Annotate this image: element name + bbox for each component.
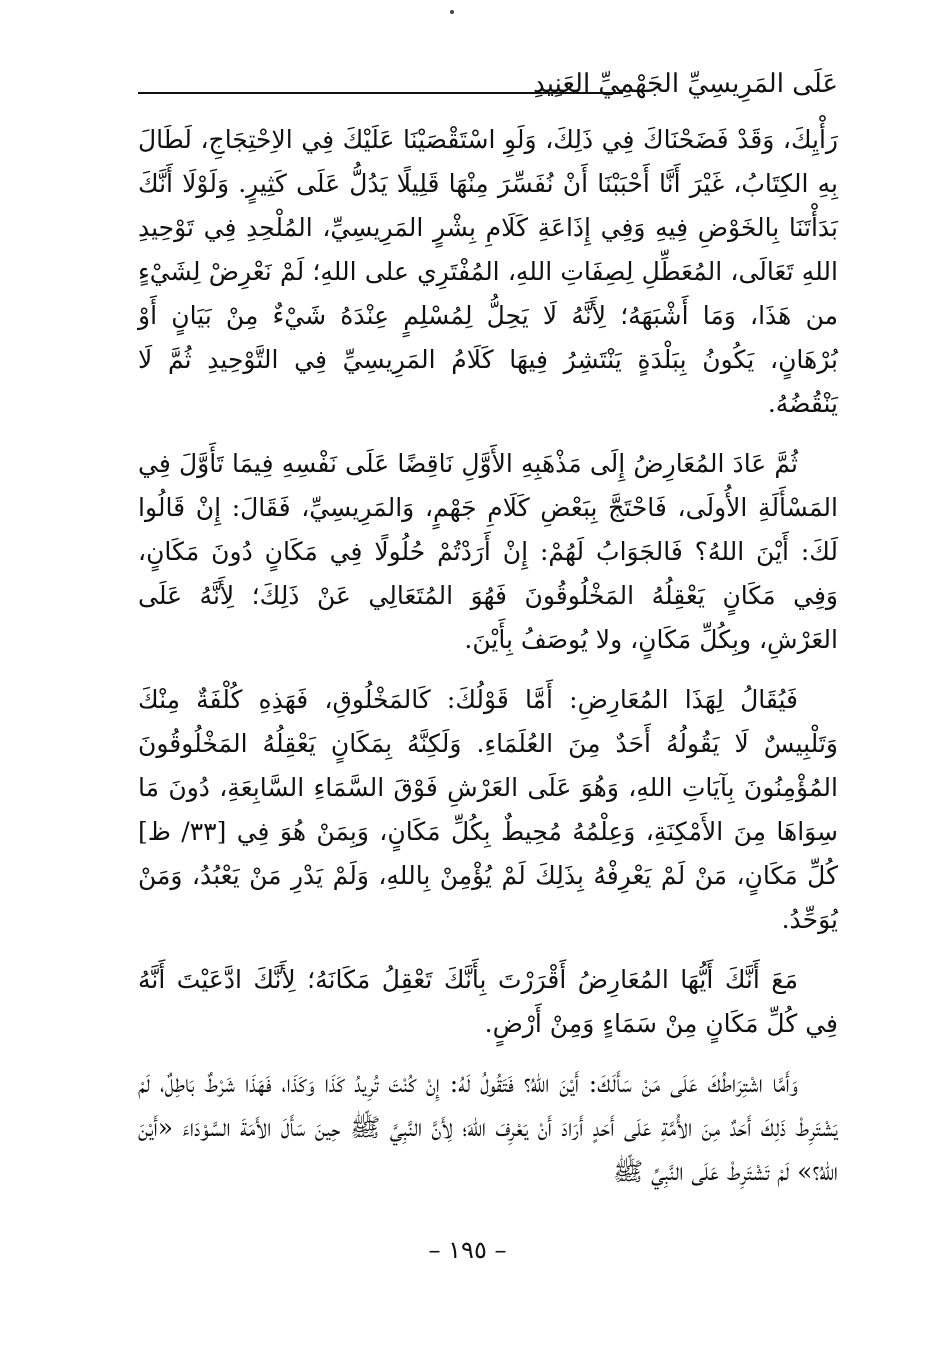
page-number: – ١٩٥ – (428, 1236, 507, 1264)
paragraph-1: رَأْيِكَ، وَقَدْ فَضَحْنَاكَ فِي ذَلِكَ، وَلَوِ اسْتَقْصَيْنَا عَلَيْكَ فِي الاِحْتِجَاجِ، لَطَالَ بِهِ الكِتَابُ، غَيْرَ أَنَّا أَحْبَبْنَا أَنْ نُفَسِّرَ مِنْهَا قَلِيلًا يَدُلُّ عَلَى كَثِيرٍ. وَلَوْلَا أَنَّكَ بَدَأْتَنَا بِالخَوْضِ فِيهِ وَفِي إِذَاعَةِ كَلَامِ بِشْرٍ المَرِيسِيِّ، المُلْحِدِ فِي تَوْحِيدِ اللهِ تَعَالَى، المُعَطِّلِ لِصِفَاتِ اللهِ، المُفْتَرِي على اللهِ؛ لَمْ نَعْرِضْ لِشَيْءٍ من هَذَا، وَمَا أَشْبَهَهُ؛ لِأَنَّهُ لَا يَحِلُّ لِمُسْلِمٍ عِنْدَهُ شَيْءٌ مِنْ بَيَانٍ أَوْ بُرْهَانٍ، يَكُونُ بِبَلْدَةٍ يَنْتَشِرُ فِيهَا كَلَامُ المَرِيسِيِّ فِي التَّوْحِيدِ ثُمَّ لَا يَنْقُضُهُ. (138, 125, 838, 418)
paragraph-5: وَأَمَّا اشْتِرَاطُكَ عَلَى مَنْ سَأَلَكَ: أَيْنَ اللهُ؟ فَتَقُولُ لَهُ: إِنْ كُنْتَ تُرِيدُ كَذَا وَكَذَا، فَهَذَا شَرْطٌ بَاطِلٌ، لَمْ يَشْتَرِطْ ذَلِكَ أَحَدٌ مِنَ الأُمَّةِ عَلَى أَحَدٍ أَرَادَ أَنْ يَعْرِفَ اللهَ؛ لِأَنَّ النَّبِيَّ ﷺ حِينَ سَأَلَ الأَمَةَ السَّوْدَاءَ «أَيْنَ اللهُ؟» لَمْ تَشْتَرِطْ عَلَى النَّبِيِّ ﷺ (138, 1069, 838, 1186)
scan-dot (450, 10, 454, 14)
paragraph-2: ثُمَّ عَادَ المُعَارِضُ إِلَى مَذْهَبِهِ الأَوَّلِ نَاقِضًا عَلَى نَفْسِهِ فِيمَا تَأَوَّلَ فِي المَسْأَلَةِ الأُولَى، فَاحْتَجَّ بِبَعْضِ كَلَامِ جَهْمٍ، وَالمَرِيسِيِّ، فَقَالَ: إِنْ قَالُوا لَكَ: أَيْنَ اللهُ؟ فَالجَوَابُ لَهُمْ: إِنْ أَرَدْتُمْ حُلُولًا فِي مَكَانٍ دُونَ مَكَانٍ، وَفِي مَكَانٍ يَعْقِلُهُ المَخْلُوقُونَ فَهُوَ المُتَعَالِي عَنْ ذَلِكَ؛ لِأَنَّهُ عَلَى العَرْشِ، وبِكُلِّ مَكَانٍ، ولا يُوصَفُ بِأَيْنَ. (138, 449, 838, 654)
page-body (138, 118, 838, 1210)
paragraph-3: فَيُقَالُ لِهَذَا المُعَارِضِ: أَمَّا قَوْلُكَ: كَالمَخْلُوقِ، فَهَذِهِ كُلْفَةٌ مِنْكَ وَتَلْبِيسٌ لَا يَقُولُهُ أَحَدٌ مِنَ العُلَمَاءِ. وَلَكِنَّهُ بِمَكَانٍ يَعْقِلُهُ المَخْلُوقُونَ المُؤْمِنُونَ بِآيَاتِ اللهِ، وَهُوَ عَلَى العَرْشِ فَوْقَ السَّمَاءِ السَّابِعَةِ، دُونَ مَا سِوَاهَا مِنَ الأَمْكِنَةِ، وَعِلْمُهُ مُحِيطٌ بِكُلِّ مَكَانٍ، وَبِمَنْ هُوَ فِي [٣٣/ ظ] كُلِّ مَكَانٍ، مَنْ لَمْ يَعْرِفْهُ بِذَلِكَ لَمْ يُؤْمِنْ بِاللهِ، وَلَمْ يَدْرِ مَنْ يَعْبُدُ، وَمَنْ يُوَحِّدُ. (138, 685, 839, 934)
header-rule (138, 92, 623, 94)
running-header (138, 60, 838, 104)
paragraph-4: مَعَ أَنَّكَ أَيُّهَا المُعَارِضُ أَقْرَرْتَ بِأَنَّكَ تَعْقِلُ مَكَانَهُ؛ لِأَنَّكَ ادَّعَيْتَ أَنَّهُ فِي كُلِّ مَكَانٍ مِنْ سَمَاءٍ وَمِنْ أَرْضٍ. (138, 965, 838, 1038)
running-header-title: عَلَى المَرِيسِيِّ الجَهْمِيِّ العَنِيدِ (533, 69, 838, 99)
